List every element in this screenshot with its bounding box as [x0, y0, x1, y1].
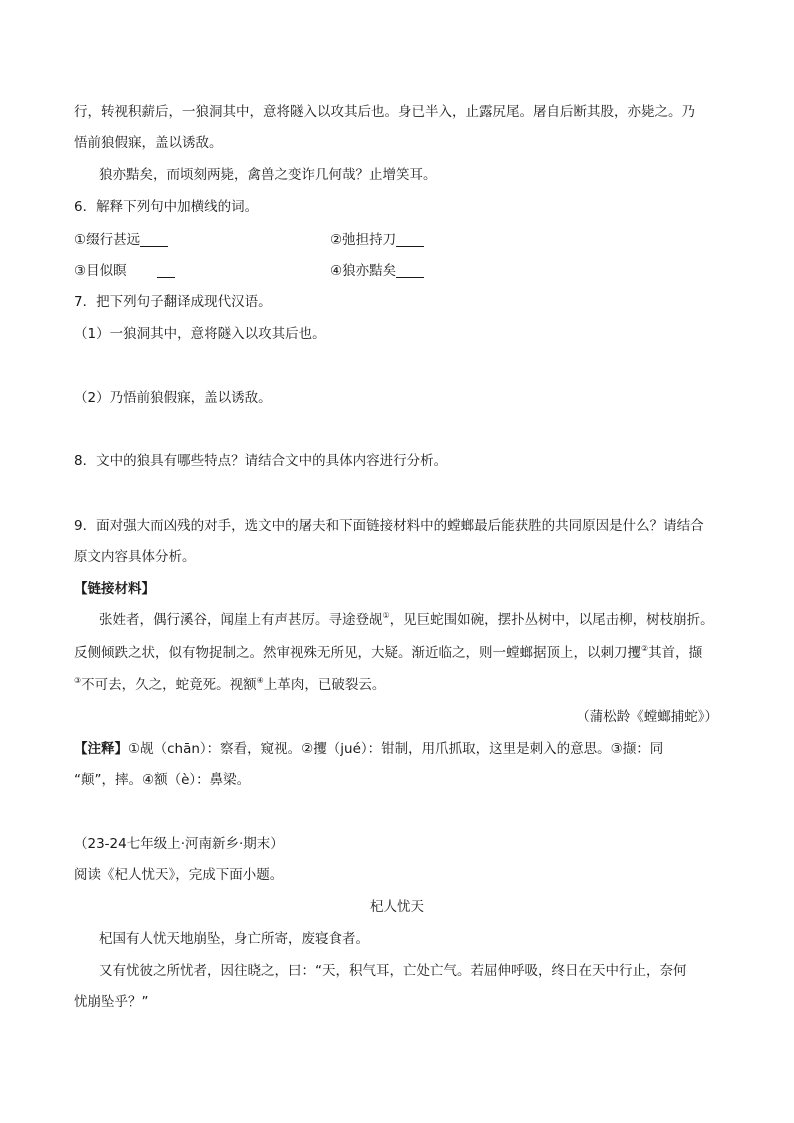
footnote-marker: ④: [256, 676, 264, 685]
passage-line: 行，转视积薪后，一狼洞其中，意将隧入以攻其后也。身已半入，止露尻尾。屠自后断其股，亦毙之。乃: [74, 104, 695, 120]
passage-line: 又有忧彼之所忧者，因往晓之，曰：“天，积气耳，亡处亡气。若屈伸呼吸，终日在天中行止，奈何: [99, 963, 687, 979]
question-7-sub-1: （1）一狼洞其中，意将隧入以攻其后也。: [74, 326, 326, 342]
q6-item-4: [330, 262, 424, 280]
question-7-stem: 7．把下列句子翻译成现代汉语。: [74, 294, 272, 310]
question-8-stem: 8．文中的狼具有哪些特点？请结合文中的具体内容进行分析。: [74, 453, 448, 469]
footnote-marker: ①: [382, 611, 390, 620]
notes-label: 【注释】: [74, 741, 128, 757]
link-material-line: [74, 676, 385, 694]
notes-text: ①觇（chān）：察看，窥视。②攫（jué）：钳制，用爪抓取，这里是刺入的意思。③撷：同: [128, 741, 664, 757]
link-text: 反侧倾跌之状，似有物捉制之。然审视殊无所见，大疑。渐近临之，则一螳螂据顶上，以刺刀攫: [74, 645, 641, 661]
q6-item-2-text: ②弛担持刀: [330, 232, 397, 248]
answer-blank[interactable]: [140, 232, 168, 247]
question-9-stem-line: 原文内容具体分析。: [74, 549, 196, 565]
passage-line: 悟前狼假寐，盖以诱敌。: [74, 135, 223, 151]
passage-line: 杞国有人忧天地崩坠，身亡所寄，废寝食者。: [99, 931, 369, 947]
question-9-stem-line: 9．面对强大而凶残的对手，选文中的屠夫和下面链接材料中的螳螂最后能获胜的共同原因是什么？请结合: [74, 518, 704, 534]
link-material-line: [99, 611, 714, 629]
notes-line: “颠”，摔。④额（è）：鼻梁。: [74, 772, 251, 788]
question-7-sub-2: （2）乃悟前狼假寐，盖以诱敌。: [74, 390, 272, 406]
footnote-marker: ②: [641, 644, 649, 653]
notes-line: [74, 740, 663, 758]
question-6-stem: 6．解释下列句中加横线的词。: [74, 199, 259, 215]
answer-blank[interactable]: [157, 263, 175, 278]
q6-item-3: [74, 262, 175, 280]
answer-blank[interactable]: [396, 232, 424, 247]
q6-item-2: [330, 231, 424, 249]
link-text: 不可去，久之，蛇竟死。视额: [81, 677, 257, 693]
link-text: 上革肉，已破裂云。: [263, 677, 386, 693]
passage-line: 狼亦黠矣，而顷刻两毙，禽兽之变诈几何哉？止增笑耳。: [99, 167, 437, 183]
passage-title: 杞人忧天: [370, 899, 424, 915]
link-material-heading: 【链接材料】: [74, 581, 155, 597]
q6-item-1-text: ①缀行甚远: [74, 232, 141, 248]
link-text: 其首，撷: [648, 645, 703, 661]
passage-line: 忧崩坠乎？”: [74, 994, 149, 1010]
link-material-line: [74, 644, 702, 662]
link-material-source: （蒲松龄《螳螂捕蛇》）: [576, 709, 718, 725]
q6-item-4-text: ④狼亦黠矣: [330, 263, 397, 279]
answer-blank[interactable]: [396, 263, 424, 278]
question-source-tag: （23-24七年级上·河南新乡·期末）: [74, 836, 284, 852]
link-text: 张姓者，偶行溪谷，闻崖上有声甚厉。寻途登觇: [99, 612, 383, 628]
link-text: ，见巨蛇围如碗，摆扑丛树中，以尾击柳，树枝崩折。: [389, 612, 714, 628]
reading-instruction: 阅读《杞人忧天》，完成下面小题。: [74, 867, 284, 883]
q6-item-3-text: ③目似瞑: [74, 263, 127, 279]
footnote-marker: ③: [74, 676, 82, 685]
q6-item-1: [74, 231, 168, 249]
